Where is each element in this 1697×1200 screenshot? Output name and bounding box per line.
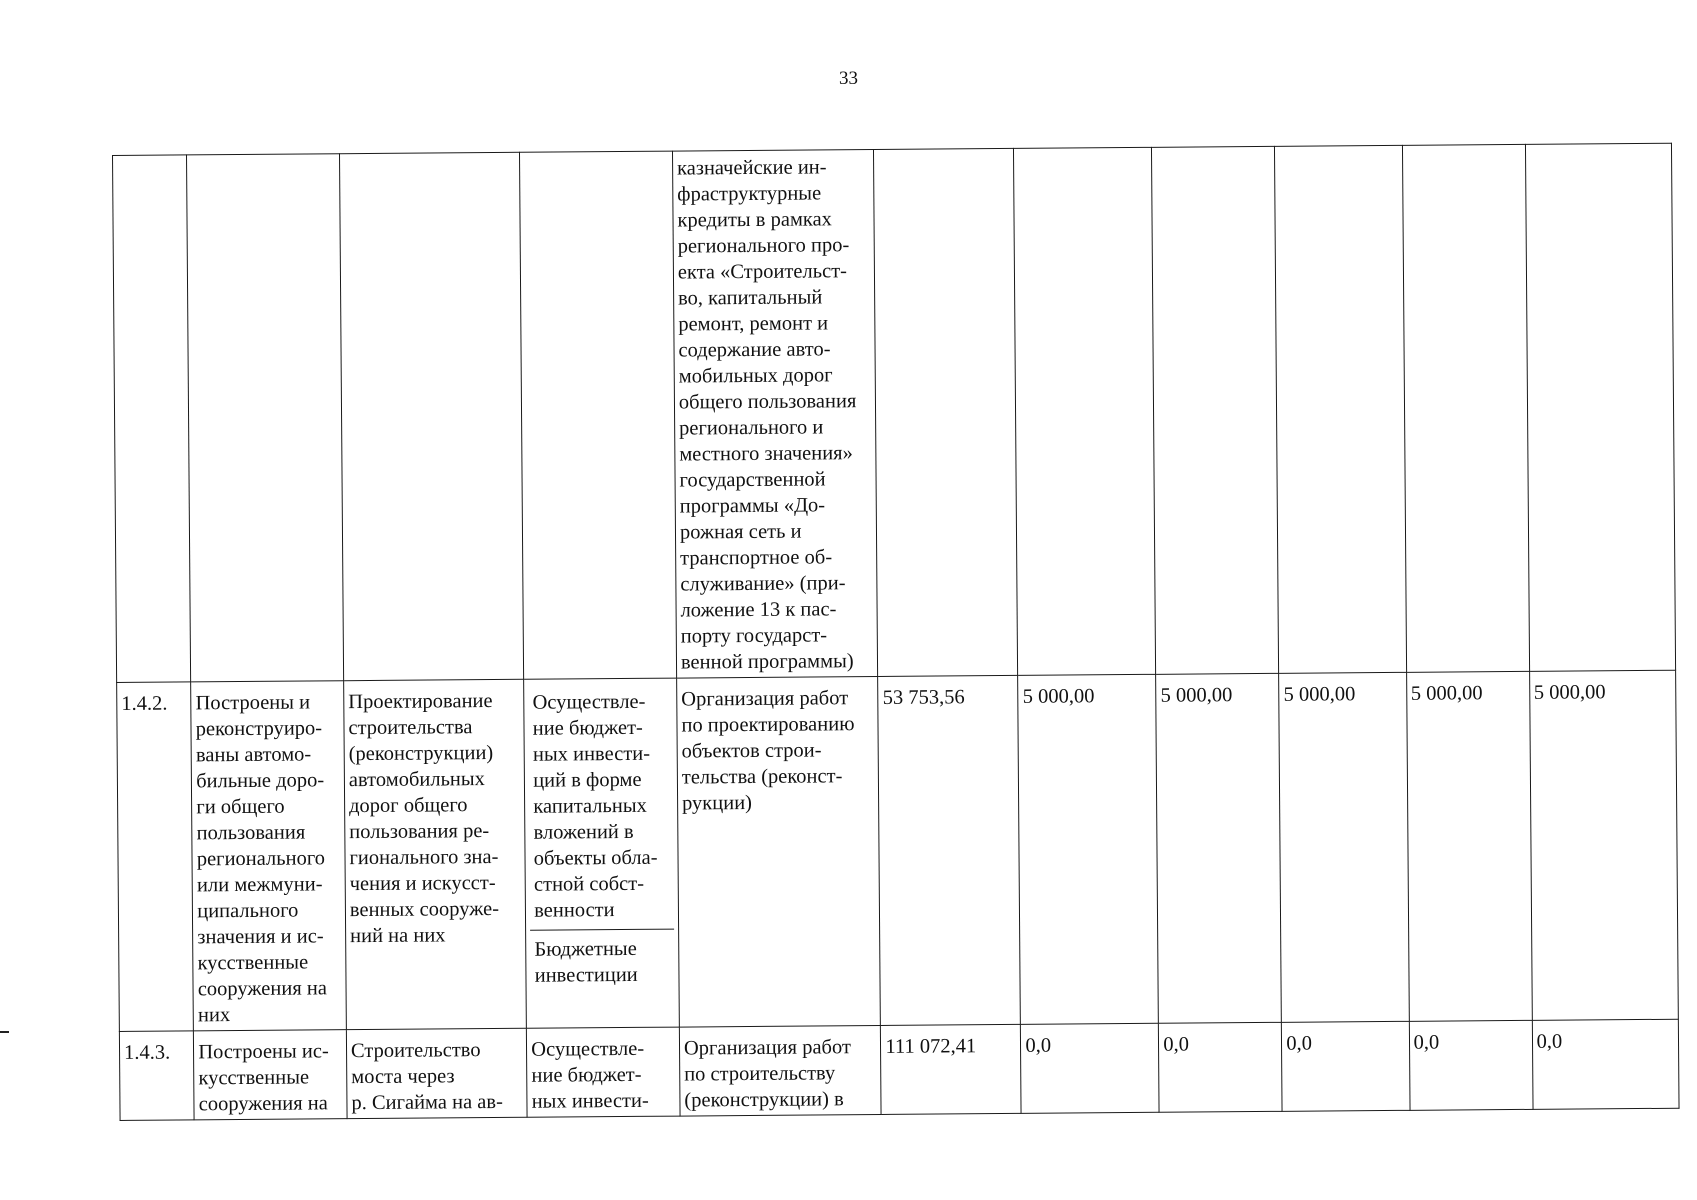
value-cell-year-2: 5 000,00	[1156, 673, 1282, 1023]
action-cell: казначейские ин- фраструктурные кредиты в рамках регионального про- екта «Строительст- во, капитальный ремонт, ремонт и содержание авто- мобильных дорог общего пользования регионального и местного значения» государственной программы «До- рожная сеть и транспортное об- служивание» (при- ложение 13 к пас- порту государст- венной программы)	[672, 150, 878, 679]
value-cell-year-5: 5 000,00	[1529, 670, 1678, 1020]
value-cell-total: 111 072,41	[881, 1024, 1022, 1114]
value-cell-year-3: 0,0	[1282, 1021, 1410, 1111]
mechanism-budget-investment: Бюджетные инвестиции	[534, 937, 638, 987]
value-cell-year-1: 0,0	[1021, 1023, 1160, 1113]
value-cell-year-2	[1152, 146, 1279, 674]
value-cell-year-4: 0,0	[1409, 1020, 1533, 1110]
result-cell	[187, 154, 344, 682]
value-cell-year-5	[1525, 143, 1676, 671]
activity-cell: Строительство моста через р. Сигайма на ав-	[346, 1028, 527, 1118]
value-cell-year-4: 5 000,00	[1406, 671, 1532, 1021]
program-activities-table	[112, 143, 1680, 1121]
table-row	[119, 1019, 1679, 1120]
mechanism-cell: Осуществле- ние бюджет- ных инвести-	[527, 1027, 680, 1117]
row-number-cell: 1.4.2.	[117, 682, 194, 1032]
value-cell-year-3	[1275, 145, 1406, 673]
action-cell: Организация работ по строительству (реконструкции) в	[679, 1025, 881, 1116]
action-cell: Организация работ по проектированию объектов строи- тельства (реконст- рукции)	[677, 676, 881, 1027]
value-cell-year-4	[1402, 144, 1529, 672]
result-cell: Построены и реконструиро- ваны автомо- бильные доро- ги общего пользования регионального или межмуни- ципального значения и ис- кусственные сооружения на них	[191, 681, 346, 1031]
value-cell-year-1: 5 000,00	[1018, 674, 1159, 1024]
value-cell-year-2: 0,0	[1159, 1022, 1283, 1112]
row-number-cell: 1.4.3.	[119, 1031, 194, 1121]
result-cell: Построены ис- кусственные сооружения на	[194, 1030, 347, 1120]
table-row	[113, 143, 1676, 682]
value-cell-year-3: 5 000,00	[1279, 672, 1409, 1022]
page-number: 33	[839, 68, 858, 89]
value-cell-year-5: 0,0	[1532, 1019, 1679, 1109]
value-cell-total	[874, 148, 1018, 676]
activity-cell	[339, 152, 523, 680]
table-row	[117, 670, 1679, 1031]
value-cell-total: 53 753,56	[878, 675, 1021, 1025]
value-cell-year-1	[1014, 147, 1156, 675]
scan-margin-mark	[0, 1031, 9, 1033]
mechanism-capital-investment: Осуществле- ние бюджет- ных инвести- ций в форме капитальных вложений в объекты обла- стной собст- венности	[528, 681, 674, 931]
row-number-cell	[113, 155, 191, 683]
mechanism-cell	[520, 151, 677, 679]
activity-cell: Проектирование строительства (реконструкции) автомобильных дорог общего пользования ре- гионального зна- чения и искусст- венных сооруже- ний на них	[344, 679, 527, 1029]
mechanism-cell	[524, 678, 679, 1028]
